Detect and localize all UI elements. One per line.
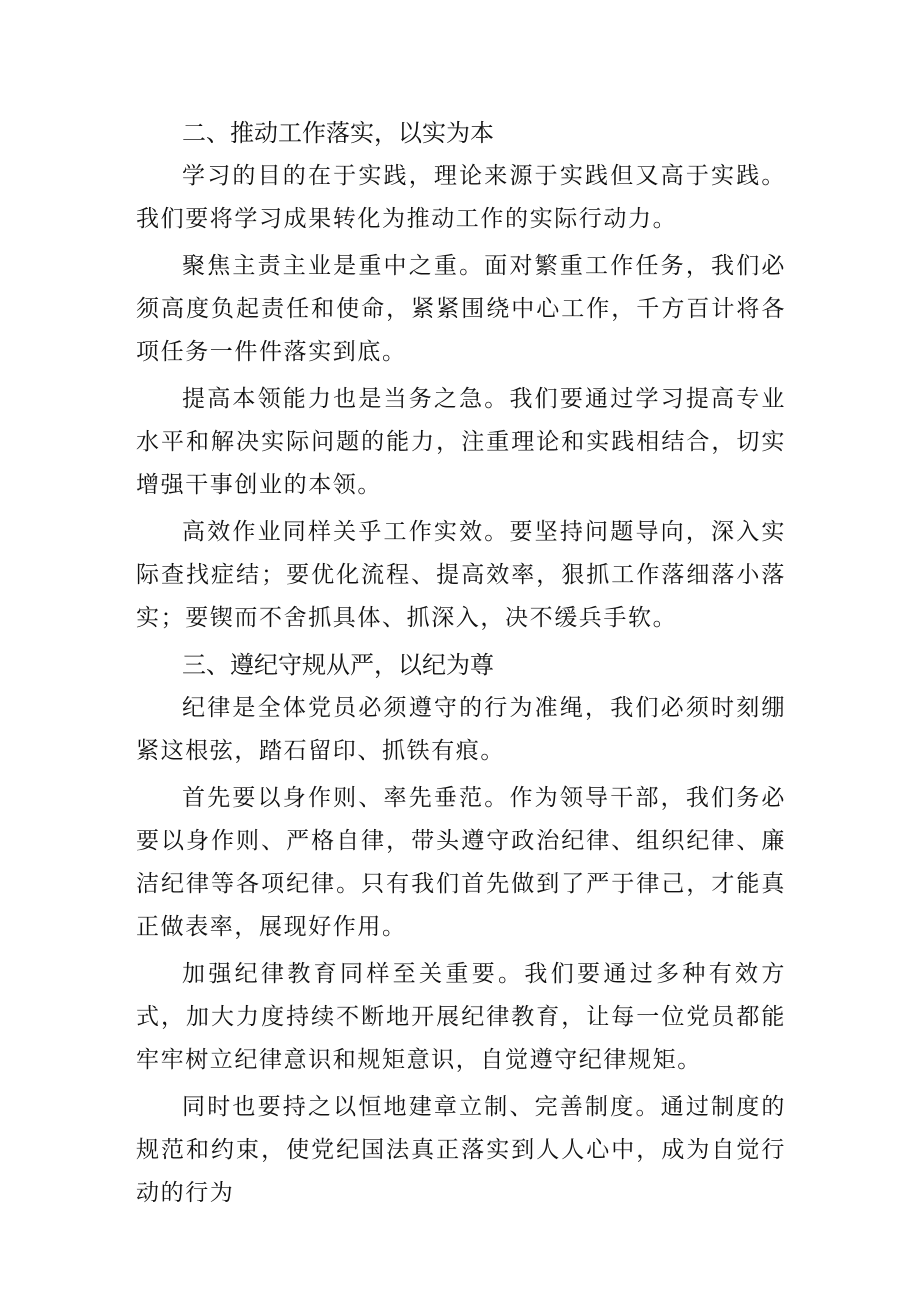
section-heading-3: 三、遵纪守规从严，以纪为尊 [182,651,494,679]
paragraph: 纪律是全体党员必须遵守的行为准绳，我们必须时刻绷紧这根弦，踏石留印、抓铁有痕。 [136,695,786,764]
paragraph: 学习的目的在于实践，理论来源于实践但又高于实践。我们要将学习成果转化为推动工作的实际行动力。 [136,163,786,232]
paragraph: 高效作业同样关乎工作实效。要坚持问题导向，深入实际查找症结；要优化流程、提高效率，狠抓工作落细落小落实；要锲而不舍抓具体、抓深入，决不缓兵手软。 [136,519,786,631]
paragraph: 同时也要持之以恒地建章立制、完善制度。通过制度的规范和约束，使党纪国法真正落实到人人心中，成为自觉行动的行为 [136,1094,786,1206]
paragraph: 加强纪律教育同样至关重要。我们要通过多种有效方式，加大力度持续不断地开展纪律教育，让每一位党员都能牢牢树立纪律意识和规矩意识，自觉遵守纪律规矩。 [136,961,786,1073]
paragraph: 聚焦主责主业是重中之重。面对繁重工作任务，我们必须高度负起责任和使命，紧紧围绕中心工作，千方百计将各项任务一件件落实到底。 [136,253,786,365]
section-heading-2: 二、推动工作落实，以实为本 [182,119,494,147]
paragraph: 首先要以身作则、率先垂范。作为领导干部，我们务必要以身作则、严格自律，带头遵守政治纪律、组织纪律、廉洁纪律等各项纪律。只有我们首先做到了严于律己，才能真正做表率，展现好作用。 [136,785,786,940]
document-body [136,112,786,1215]
paragraph: 提高本领能力也是当务之急。我们要通过学习提高专业水平和解决实际问题的能力，注重理论和实践相结合，切实增强干事创业的本领。 [136,386,786,498]
